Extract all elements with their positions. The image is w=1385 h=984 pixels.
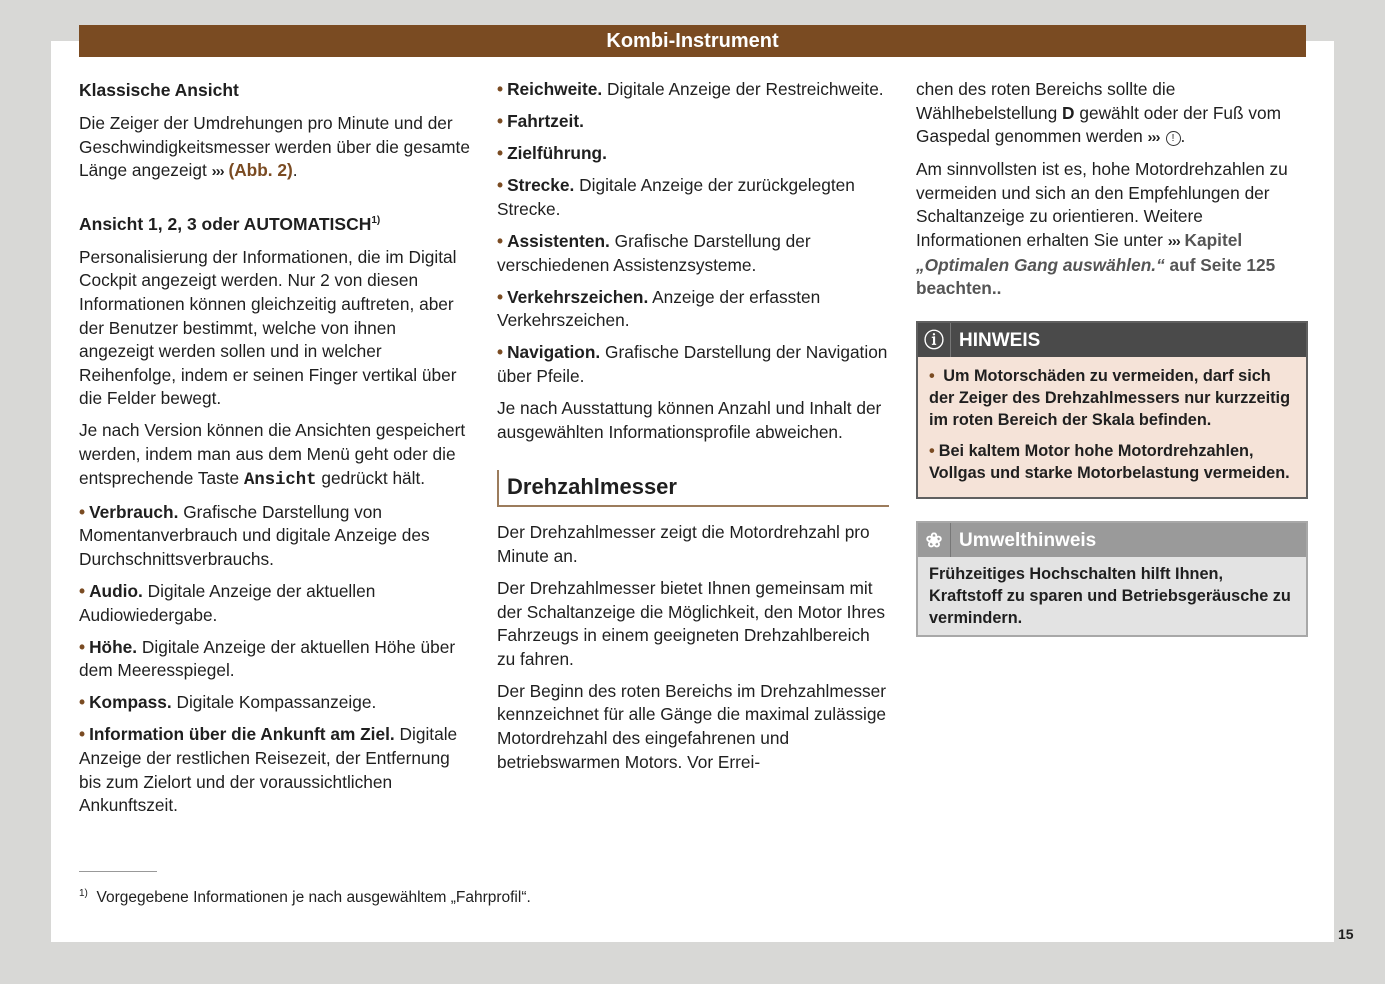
notice-box: [916, 321, 1308, 499]
list-item: [497, 286, 889, 333]
item-text: Grafische Darstellung der Navigation über Pfeile.: [497, 342, 888, 386]
item-label: Information über die Ankunft am Ziel.: [89, 724, 395, 745]
paragraph: Der Drehzahlmesser zeigt die Motordrehzahl pro Minute an.: [497, 522, 870, 566]
item-label: Audio.: [89, 581, 143, 601]
footnote-mark: 1): [79, 887, 88, 899]
bullet-icon: •: [497, 175, 504, 196]
gear-position: D: [1062, 102, 1075, 123]
paragraph: Der Drehzahlmesser bietet Ihnen gemeinsam mit der Schaltanzeige die Möglichkeit, den Motor Ihres Fahrzeugs in einem geeigneten Drehzahlbereich zu fahren.: [497, 577, 886, 669]
paragraph: Der Beginn des roten Bereichs im Drehzahlmesser kennzeichnet für alle Gänge die maximal zulässige Motordrehzahl des eingefahrenen und betriebswarmen Motors. Vor Errei-: [497, 680, 887, 772]
text: Je nach Version können die Ansichten gespeichert werden, indem man aus dem Menü geht oder die entsprechende Taste: [79, 420, 466, 488]
environment-text: Frühzeitiges Hochschalten hilft Ihnen, Kraftstoff zu sparen und Betriebsgeräusche zu vermindern.: [929, 564, 1291, 628]
column-2: [497, 78, 889, 783]
bullet-icon: •: [79, 501, 86, 522]
list-item: [79, 691, 471, 715]
item-label: Fahrtzeit.: [507, 111, 584, 132]
notice-ref-icon[interactable]: !: [1166, 131, 1181, 146]
footnote-divider: [79, 871, 157, 872]
bullet-icon: •: [497, 286, 504, 307]
text: Ansicht 1, 2, 3 oder AUTOMATISCH: [79, 213, 372, 234]
flower-icon: ❀: [918, 523, 951, 557]
item-label: Verbrauch.: [89, 501, 179, 522]
bullet-icon: •: [79, 636, 86, 657]
column-3: [916, 78, 1308, 637]
chapter-header: Kombi-Instrument: [79, 25, 1306, 57]
text: Um Motorschäden zu vermeiden, darf sich der Zeiger des Drehzahlmessers nur kurzzeitig im roten Bereich der Skala befinden.: [929, 366, 1291, 430]
text: beachten..: [916, 278, 1002, 299]
bullet-icon: •: [497, 143, 504, 164]
chapter-title: „Optimalen Gang auswählen.“: [916, 254, 1165, 275]
item-text: Digitale Anzeige der Restreichweite.: [606, 79, 884, 99]
bullet-icon: •: [497, 111, 504, 132]
text: Die Zeiger der Umdrehungen pro Minute und der Geschwindigkeitsmesser werden über die gesamte Länge angezeigt: [79, 113, 470, 181]
list-item: [79, 580, 471, 627]
arrow-icon: ›››: [1167, 233, 1180, 251]
item-label: Verkehrszeichen.: [507, 286, 649, 307]
text: Am sinnvollsten ist es, hohe Motordrehzahlen zu vermeiden und sich an den Empfehlungen der Schaltanzeige zu orientieren. Weitere Informationen erhalten Sie unter: [916, 159, 1288, 251]
list-item: [497, 230, 889, 277]
key-label: Ansicht: [243, 470, 317, 490]
arrow-icon: ›››: [1147, 129, 1160, 147]
list-item: [497, 174, 889, 221]
figure-link[interactable]: (Abb. 2): [228, 160, 293, 181]
item-text: Digitale Anzeige der restlichen Reisezeit, der Entfernung bis zum Zielort und der voraussichtlichen Ankunftszeit.: [79, 724, 458, 816]
paragraph: [79, 419, 471, 492]
list-item: [79, 501, 471, 572]
bullet-icon: •: [497, 79, 504, 99]
item-label: Navigation.: [507, 342, 601, 363]
item-label: Höhe.: [89, 636, 138, 657]
page-number: 15: [1338, 926, 1354, 942]
item-text: Digitale Anzeige der aktuellen Audiowiedergabe.: [79, 581, 376, 625]
notice-title: HINWEIS: [959, 329, 1041, 351]
bullet-icon: •: [79, 581, 86, 601]
arrow-icon: ›››: [211, 163, 224, 181]
list-item: [497, 142, 889, 166]
item-text: Digitale Anzeige der aktuellen Höhe über dem Meeresspiegel.: [79, 636, 456, 681]
notice-item: • Bei kaltem Motor hohe Motordrehzahlen, Vollgas und starke Motorbelastung vermeiden.: [929, 441, 1290, 483]
text: Bei kaltem Motor hohe Motordrehzahlen, Vollgas und starke Motorbelastung vermeiden.: [929, 441, 1290, 483]
bullet-icon: •: [79, 724, 86, 745]
section-heading: Drehzahlmesser: [497, 470, 889, 507]
list-item: [79, 636, 471, 683]
text: gewählt oder der Fuß vom Gaspedal genommen werden: [916, 102, 1282, 147]
heading-classic-view: Klassische Ansicht: [79, 80, 239, 100]
footnote-text: Vorgegebene Informationen je nach ausgewähltem „Fahrprofil“.: [96, 889, 531, 906]
environment-box: [916, 521, 1308, 638]
footnote-ref[interactable]: 1): [371, 214, 381, 226]
item-text: Digitale Anzeige der zurückgelegten Strecke.: [497, 175, 855, 219]
paragraph: Je nach Ausstattung können Anzahl und Inhalt der ausgewählten Informationsprofile abweichen.: [497, 398, 882, 442]
column-1: [79, 78, 471, 826]
text: gedrückt hält.: [321, 467, 426, 488]
list-item: [79, 723, 471, 817]
list-item: [497, 341, 889, 388]
item-label: Strecke.: [507, 175, 575, 196]
paragraph: Die Zeiger der Umdrehungen pro Minute und der Geschwindigkeitsmesser werden über die gesamte Länge angezeigt ››› (Abb. 2).: [79, 113, 470, 181]
page-ref: auf Seite 125: [1169, 254, 1276, 275]
item-label: Assistenten.: [507, 230, 610, 251]
item-label: Zielführung.: [507, 143, 607, 164]
paragraph: Personalisierung der Informationen, die im Digital Cockpit angezeigt werden. Nur 2 von diesen Informationen können gleichzeitig auftreten, aber der Benutzer bestimmt, welche von ihnen angezeigt werden sollen und in welcher Reihenfolge, indem er seinen Finger vertikal über die Felder bewegt.: [79, 246, 457, 409]
item-text: Digitale Kompassanzeige.: [176, 692, 377, 713]
bullet-icon: •: [497, 342, 504, 363]
footnote: [79, 889, 531, 907]
bullet-icon: •: [79, 692, 86, 713]
item-text: Anzeige der erfassten Verkehrszeichen.: [497, 286, 821, 331]
notice-item: • Um Motorschäden zu vermeiden, darf sich der Zeiger des Drehzahlmessers nur kurzzeitig im roten Bereich der Skala befinden.: [929, 366, 1291, 430]
paragraph: chen des roten Bereichs sollte die Wählhebelstellung D gewählt oder der Fuß vom Gaspedal genommen werden ››› ! .: [916, 79, 1282, 147]
item-label: Kompass.: [89, 692, 172, 713]
item-label: Reichweite.: [507, 79, 603, 99]
paragraph: [916, 158, 1308, 301]
heading-views: [79, 212, 471, 236]
bullet-icon: •: [497, 230, 504, 251]
environment-title: Umwelthinweis: [959, 529, 1097, 551]
list-item: [497, 110, 889, 134]
item-text: Grafische Darstellung der verschiedenen Assistenzsysteme.: [497, 230, 811, 275]
text: chen des roten Bereichs sollte die Wählhebelstellung: [916, 79, 1176, 123]
item-text: Grafische Darstellung von Momentanverbrauch und digitale Anzeige des Durchschnittsverbrauchs.: [79, 501, 430, 569]
exclamation-circle-icon: ⓘ: [918, 323, 951, 357]
text: Kapitel: [1184, 230, 1243, 251]
list-item: [497, 78, 889, 102]
